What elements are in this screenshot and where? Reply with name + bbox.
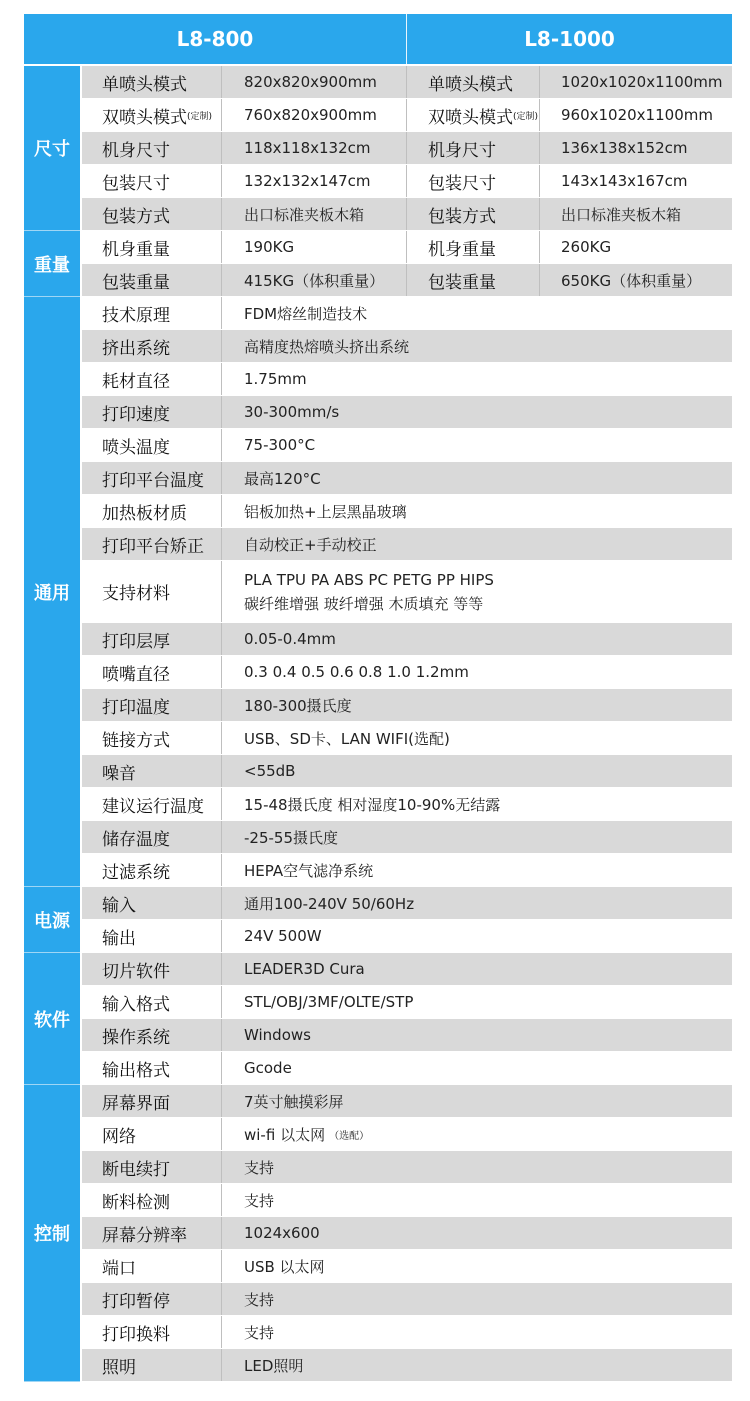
spec-key-text: 单喷头模式 — [428, 74, 513, 95]
spec-key: 建议运行温度 — [102, 796, 204, 817]
column-divider — [539, 99, 540, 131]
spec-key-text: 包装方式 — [428, 206, 496, 227]
spec-value-text: 24V 500W — [244, 927, 322, 945]
custom-tag: (定制) — [513, 111, 539, 122]
column-divider — [221, 821, 222, 853]
section-label-general: 通用 — [24, 297, 80, 886]
column-divider — [221, 689, 222, 721]
spec-value-text: 1024x600 — [244, 1224, 320, 1242]
spec-key — [102, 66, 220, 98]
spec-key: 断料检测 — [102, 1192, 170, 1213]
control-row — [82, 1349, 732, 1381]
column-divider — [539, 231, 540, 263]
spec-value-text: 支持 — [244, 1158, 275, 1177]
spec-value: 118x118x132cm — [244, 139, 371, 157]
control-row — [82, 1283, 732, 1315]
spec-key: 包装重量 — [428, 272, 496, 293]
column-divider — [539, 165, 540, 197]
spec-key: 喷嘴直径 — [102, 664, 170, 685]
spec-value — [244, 1316, 274, 1348]
spec-value-text: 7英寸触摸彩屏 — [244, 1092, 344, 1111]
size-row — [82, 132, 732, 164]
spec-value-text: 支持 — [244, 1191, 275, 1210]
column-divider — [539, 264, 540, 296]
spec-value-text: 通用100-240V 50/60Hz — [244, 894, 415, 913]
weight-row — [82, 264, 732, 296]
spec-value — [244, 1052, 292, 1084]
spec-value-text: HEPA空气滤净系统 — [244, 861, 374, 880]
model-header — [24, 14, 732, 64]
column-divider — [221, 1019, 222, 1051]
spec-value — [244, 1217, 320, 1249]
spec-value — [244, 953, 365, 985]
spec-key: 打印暂停 — [102, 1291, 170, 1312]
column-divider — [406, 198, 407, 230]
spec-key: 输出格式 — [102, 1060, 170, 1081]
general-row — [82, 821, 732, 853]
general-row — [82, 788, 732, 820]
spec-key: 屏幕分辨率 — [102, 1225, 187, 1246]
spec-key-text: 单喷头模式 — [102, 74, 187, 95]
spec-key: 噪音 — [102, 763, 136, 784]
spec-value-text: USB 以太网 — [244, 1257, 325, 1276]
size-row — [82, 198, 732, 230]
column-divider — [221, 99, 222, 131]
spec-value — [244, 722, 450, 754]
spec-value — [244, 755, 295, 787]
column-divider — [221, 132, 222, 164]
column-divider — [221, 363, 222, 395]
general-row — [82, 495, 732, 527]
control-row — [82, 1151, 732, 1183]
column-divider — [221, 953, 222, 985]
section-label-power: 电源 — [24, 887, 80, 952]
column-divider — [406, 132, 407, 164]
spec-key — [428, 99, 538, 131]
general-row — [82, 363, 732, 395]
spec-value: 143x143x167cm — [561, 172, 688, 190]
column-divider — [221, 198, 222, 230]
size-row — [82, 66, 732, 98]
spec-value — [244, 821, 338, 853]
column-divider — [221, 429, 222, 461]
model-l8-800-title: L8-800 — [176, 27, 254, 51]
spec-key-text: 机身尺寸 — [428, 140, 496, 161]
spec-key: 照明 — [102, 1357, 136, 1378]
column-divider — [221, 1250, 222, 1282]
column-divider — [221, 297, 222, 329]
spec-key: 端口 — [102, 1258, 136, 1279]
column-divider — [221, 462, 222, 494]
column-divider — [406, 165, 407, 197]
control-row — [82, 1184, 732, 1216]
column-divider — [221, 887, 222, 919]
column-divider — [221, 66, 222, 98]
column-divider — [221, 495, 222, 527]
column-divider — [221, 1316, 222, 1348]
column-divider — [406, 264, 407, 296]
column-divider — [221, 561, 222, 622]
weight-row — [82, 231, 732, 263]
column-divider — [221, 623, 222, 655]
spec-value-text: STL/OBJ/3MF/OLTE/STP — [244, 993, 414, 1011]
section-label-control: 控制 — [24, 1085, 80, 1381]
spec-value-line: PLA TPU PA ABS PC PETG PP HIPS — [244, 570, 494, 589]
spec-key — [102, 132, 220, 164]
spec-value: 190KG — [244, 238, 295, 256]
spec-key-text: 双喷头模式 — [428, 107, 513, 128]
spec-key-text: 包装尺寸 — [428, 173, 496, 194]
spec-value — [244, 495, 407, 527]
spec-value-text: -25-55摄氏度 — [244, 828, 338, 847]
spec-value — [244, 1349, 303, 1381]
spec-value-text: <55dB — [244, 762, 296, 780]
model-l8-1000-title: L8-1000 — [524, 27, 615, 51]
spec-key: 屏幕界面 — [102, 1093, 170, 1114]
spec-value — [244, 623, 336, 655]
spec-key: 喷头温度 — [102, 437, 170, 458]
spec-key-text: 机身尺寸 — [102, 140, 170, 161]
spec-value — [244, 1184, 274, 1216]
spec-value-text: LEADER3D Cura — [244, 960, 365, 978]
spec-value: 136x138x152cm — [561, 139, 688, 157]
spec-key: 打印温度 — [102, 697, 170, 718]
general-row — [82, 330, 732, 362]
spec-value-line: 碳纤维增强 玻纤增强 木质填充 等等 — [244, 594, 484, 613]
spec-key: 支持材料 — [102, 584, 170, 604]
spec-value — [244, 1283, 274, 1315]
column-divider — [221, 165, 222, 197]
column-divider — [221, 656, 222, 688]
spec-value — [244, 689, 352, 721]
control-row — [82, 1250, 732, 1282]
spec-key: 技术原理 — [102, 305, 170, 326]
column-divider — [221, 986, 222, 1018]
column-divider — [221, 330, 222, 362]
spec-key — [428, 132, 538, 164]
column-divider — [221, 1085, 222, 1117]
spec-key: 挤出系统 — [102, 338, 170, 359]
spec-value: 出口标准夹板木箱 — [244, 205, 365, 224]
power-row — [82, 887, 732, 919]
spec-value-text: 支持 — [244, 1290, 275, 1309]
section-label-software: 软件 — [24, 953, 80, 1084]
spec-key-text: 双喷头模式 — [102, 107, 187, 128]
column-divider — [406, 66, 407, 98]
spec-value — [244, 1118, 369, 1150]
spec-value-text: USB、SD卡、LAN WIFI(选配) — [244, 729, 450, 748]
spec-value — [244, 887, 414, 919]
general-row — [82, 462, 732, 494]
general-row — [82, 429, 732, 461]
spec-value — [244, 462, 321, 494]
spec-key — [428, 165, 538, 197]
general-row — [82, 396, 732, 428]
spec-key: 断电续打 — [102, 1159, 170, 1180]
software-row — [82, 986, 732, 1018]
spec-value — [244, 561, 494, 622]
spec-value — [244, 330, 409, 362]
spec-value — [244, 1085, 344, 1117]
control-row — [82, 1217, 732, 1249]
column-divider — [221, 1184, 222, 1216]
spec-value-text: 0.05-0.4mm — [244, 630, 336, 648]
spec-value-text: 15-48摄氏度 相对湿度10-90%无结露 — [244, 795, 501, 814]
column-divider — [406, 231, 407, 263]
spec-key: 加热板材质 — [102, 503, 187, 524]
spec-value: 650KG（体积重量） — [561, 271, 702, 290]
spec-key: 机身重量 — [428, 239, 496, 260]
general-row — [82, 656, 732, 688]
column-divider — [221, 1217, 222, 1249]
spec-value-text: 铝板加热+上层黑晶玻璃 — [244, 502, 407, 521]
column-divider — [221, 722, 222, 754]
column-divider — [539, 132, 540, 164]
spec-value-text: 75-300°C — [244, 436, 316, 454]
column-divider — [221, 231, 222, 263]
column-divider — [221, 755, 222, 787]
size-row — [82, 165, 732, 197]
spec-value-text: wi-fi 以太网 — [244, 1125, 326, 1144]
column-divider — [221, 1283, 222, 1315]
column-divider — [221, 396, 222, 428]
spec-value: 1020x1020x1100mm — [561, 73, 723, 91]
column-divider — [406, 99, 407, 131]
general-row — [82, 722, 732, 754]
general-row — [82, 623, 732, 655]
spec-key-text: 包装尺寸 — [102, 173, 170, 194]
power-row — [82, 920, 732, 952]
spec-key: 储存温度 — [102, 829, 170, 850]
spec-key: 包装重量 — [102, 272, 170, 293]
spec-key: 链接方式 — [102, 730, 170, 751]
spec-value — [244, 1151, 274, 1183]
spec-key: 操作系统 — [102, 1027, 170, 1048]
spec-value: 132x132x147cm — [244, 172, 371, 190]
column-divider — [221, 920, 222, 952]
spec-key — [102, 165, 220, 197]
control-row — [82, 1316, 732, 1348]
spec-value: 260KG — [561, 238, 612, 256]
spec-value-text: 0.3 0.4 0.5 0.6 0.8 1.0 1.2mm — [244, 663, 469, 681]
spec-value — [244, 920, 322, 952]
column-divider — [221, 264, 222, 296]
size-row — [82, 99, 732, 131]
spec-value-text: 最高120°C — [244, 469, 321, 488]
spec-value — [244, 854, 373, 886]
spec-value — [244, 1019, 311, 1051]
spec-value-text: 高精度热熔喷头挤出系统 — [244, 337, 410, 356]
spec-value-text: LED照明 — [244, 1356, 304, 1375]
spec-key — [428, 198, 538, 230]
general-row — [82, 854, 732, 886]
column-divider — [221, 528, 222, 560]
spec-value-text: 1.75mm — [244, 370, 307, 388]
spec-value: 820x820x900mm — [244, 73, 377, 91]
column-divider — [221, 1349, 222, 1381]
spec-key: 过滤系统 — [102, 862, 170, 883]
spec-value — [244, 396, 339, 428]
section-label-size: 尺寸 — [24, 66, 80, 230]
section-divider — [24, 1381, 80, 1382]
general-row — [82, 561, 732, 622]
spec-value — [244, 528, 377, 560]
spec-value — [244, 656, 469, 688]
spec-key — [102, 99, 220, 131]
general-row — [82, 297, 732, 329]
spec-key: 切片软件 — [102, 961, 170, 982]
spec-value — [244, 429, 315, 461]
section-label-weight: 重量 — [24, 231, 80, 296]
spec-value-text: 自动校正+手动校正 — [244, 535, 377, 554]
spec-value-text: FDM熔丝制造技术 — [244, 304, 368, 323]
spec-value: 出口标准夹板木箱 — [561, 205, 682, 224]
software-row — [82, 953, 732, 985]
software-row — [82, 1052, 732, 1084]
column-divider — [539, 198, 540, 230]
spec-value — [244, 363, 307, 395]
spec-key-text: 包装方式 — [102, 206, 170, 227]
spec-value: 960x1020x1100mm — [561, 106, 713, 124]
spec-key: 打印换料 — [102, 1324, 170, 1345]
software-row — [82, 1019, 732, 1051]
spec-value: 415KG（体积重量） — [244, 271, 385, 290]
column-divider — [539, 66, 540, 98]
spec-value-text: 30-300mm/s — [244, 403, 340, 421]
spec-value-text: 180-300摄氏度 — [244, 696, 352, 715]
spec-key — [428, 66, 538, 98]
spec-key: 输入格式 — [102, 994, 170, 1015]
spec-value — [244, 788, 500, 820]
control-row — [82, 1118, 732, 1150]
general-row — [82, 528, 732, 560]
spec-key: 打印平台矫正 — [102, 536, 204, 557]
general-row — [82, 755, 732, 787]
spec-key: 打印层厚 — [102, 631, 170, 652]
spec-value — [244, 1250, 325, 1282]
spec-key: 耗材直径 — [102, 371, 170, 392]
control-row — [82, 1085, 732, 1117]
spec-value — [244, 297, 367, 329]
general-row — [82, 689, 732, 721]
spec-key: 打印平台温度 — [102, 470, 204, 491]
spec-value: 760x820x900mm — [244, 106, 377, 124]
spec-key: 输入 — [102, 895, 136, 916]
spec-value — [244, 986, 413, 1018]
spec-key — [102, 198, 220, 230]
spec-value-text: Gcode — [244, 1059, 292, 1077]
spec-value-text: 支持 — [244, 1323, 275, 1342]
column-divider — [221, 1052, 222, 1084]
spec-key: 网络 — [102, 1126, 136, 1147]
column-divider — [221, 854, 222, 886]
column-divider — [221, 788, 222, 820]
column-divider — [221, 1151, 222, 1183]
custom-tag: (定制) — [187, 111, 213, 122]
spec-key: 打印速度 — [102, 404, 170, 425]
spec-value-text: Windows — [244, 1026, 311, 1044]
spec-key: 机身重量 — [102, 239, 170, 260]
optional-note: （选配） — [329, 1130, 370, 1142]
spec-key: 输出 — [102, 928, 136, 949]
column-divider — [221, 1118, 222, 1150]
